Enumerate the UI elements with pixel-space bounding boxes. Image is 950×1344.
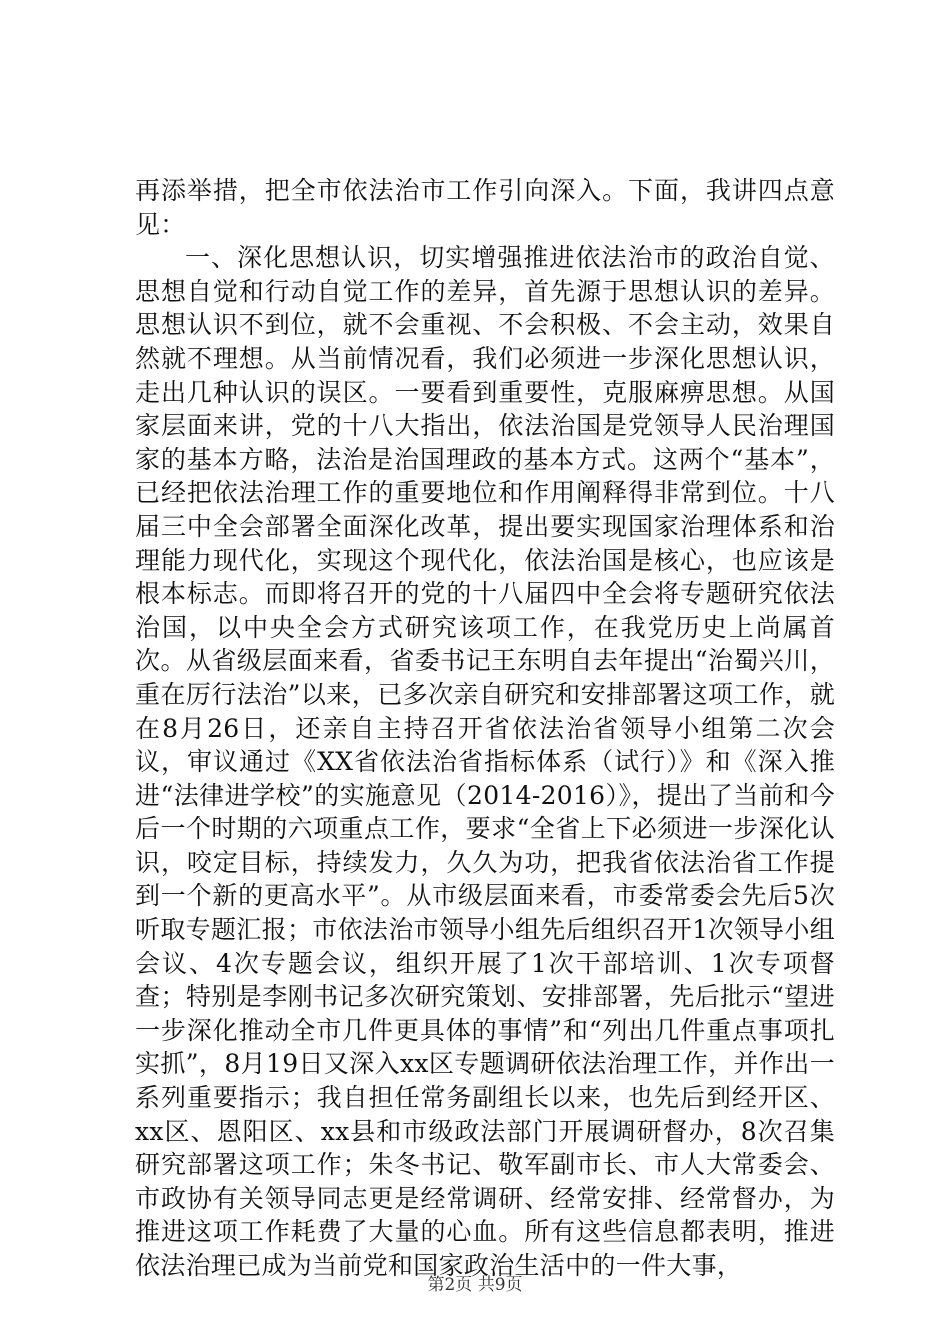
page-footer [0, 1270, 950, 1295]
page-number: 第2页 共9页 [427, 1275, 523, 1295]
paragraph-section-one: 一、深化思想认识，切实增强推进依法治市的政治自觉、思想自觉和行动自觉工作的差异，首先源于思想认识的差异。思想认识不到位，就不会重视、不会积极、不会主动，效果自然就不理想。从当前情况看，我们必须进一步深化思想认识，走出几种认识的误区。一要看到重要性，克服麻痹思想。从国家层面来讲，党的十八大指出，依法治国是党领导人民治理国家的基本方略，法治是治国理政的基本方式。这两个“基本”，已经把依法治理工作的重要地位和作用阐释得非常到位。十八届三中全会部署全面深化改革，提出要实现国家治理体系和治理能力现代化，实现这个现代化，依法治国是核心，也应该是根本标志。而即将召开的党的十八届四中全会将专题研究依法治国，以中央全会方式研究该项工作，在我党历史上尚属首次。从省级层面来看，省委书记王东明自去年提出“治蜀兴川，重在厉行法治”以来，已多次亲自研究和安排部署这项工作，就在8月26日，还亲自主持召开省依法治省领导小组第二次会议，审议通过《XX省依法治省指标体系（试行）》和《深入推进“法律进学校”的实施意见（2014-2016）》，提出了当前和今后一个时期的六项重点工作，要求“全省上下必须进一步深化认识，咬定目标，持续发力，久久为功，把我省依法治省工作提到一个新的更高水平”。从市级层面来看，市委常委会先后5次听取专题汇报；市依法治市领导小组先后组织召开1次领导小组会议、4次专题会议，组织开展了1次干部培训、1次专项督查；特别是李刚书记多次研究策划、安排部署，先后批示“望进一步深化推动全市几件更具体的事情”和“列出几件重点事项扎实抓”，8月19日又深入xx区专题调研依法治理工作，并作出一系列重要指示；我自担任常务副组长以来，也先后到经开区、xx区、恩阳区、xx县和市级政法部门开展调研督办，8次召集研究部署这项工作；朱冬书记、敬军副市长、市人大常委会、市政协有关领导同志更是经常调研、经常安排、经常督办，为推进这项工作耗费了大量的心血。所有这些信息都表明，推进依法治理已成为当前党和国家政治生活中的一件大事， [135, 243, 835, 1280]
paragraph-continuation: 再添举措，把全市依法治市工作引向深入。下面，我讲四点意见： [135, 176, 835, 239]
document-body [135, 174, 835, 1283]
